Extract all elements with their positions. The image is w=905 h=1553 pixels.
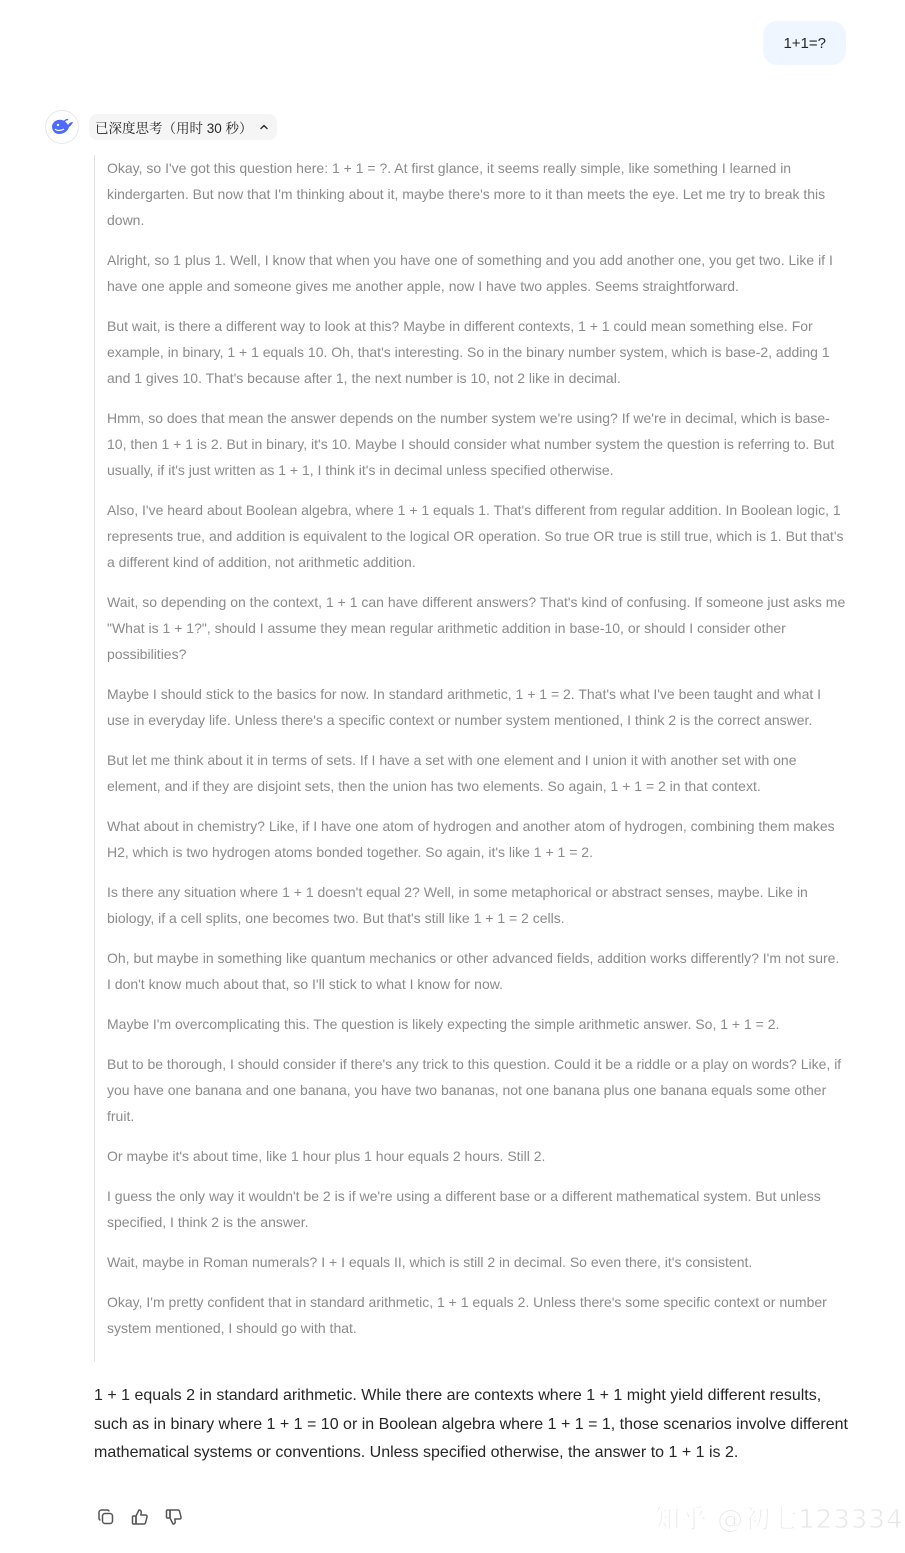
thinking-toggle-label: 已深度思考（用时 30 秒） xyxy=(95,121,253,136)
thinking-paragraph: Also, I've heard about Boolean algebra, where 1 + 1 equals 1. That's different from regular addition. In Boolean logic, 1 represents true, and addition is equivalent to the logical OR operation. So true OR true is still true, which is 1. But that's a different kind of addition, not arithmetic addition. xyxy=(107,502,844,570)
thinking-paragraph: Oh, but maybe in something like quantum mechanics or other advanced fields, addition works differently? I'm not sure. I don't know much about that, so I'll stick to what I know for now. xyxy=(107,950,840,992)
user-message-bubble xyxy=(763,21,846,65)
assistant-answer: 1 + 1 equals 2 in standard arithmetic. While there are contexts where 1 + 1 might yield different results, such as in binary where 1 + 1 = 10 or in Boolean algebra where 1 + 1 = 1, those scenarios involve different mathematical systems or conventions. Unless specified otherwise, the answer to 1 + 1 is 2. xyxy=(94,1387,848,1462)
thumbs-down-icon xyxy=(164,1507,184,1527)
copy-button[interactable] xyxy=(94,1505,118,1529)
thinking-paragraph: Hmm, so does that mean the answer depends on the number system we're using? If we're in decimal, which is base-10, then 1 + 1 is 2. But in binary, it's 10. Maybe I should consider what number system the question is referring to. But usually, if it's just written as 1 + 1, I think it's in decimal unless specified otherwise. xyxy=(107,410,835,478)
user-message-text: 1+1=? xyxy=(783,34,826,52)
assistant-avatar xyxy=(45,110,79,144)
thinking-paragraph: Okay, I'm pretty confident that in standard arithmetic, 1 + 1 equals 2. Unless there's some specific context or number system mentioned, I should go with that. xyxy=(107,1294,827,1336)
thinking-paragraph: Alright, so 1 plus 1. Well, I know that when you have one of something and you add another one, you get two. Like if I have one apple and someone gives me another apple, now I have two apples. Seems straightforward. xyxy=(107,252,833,294)
thinking-paragraph: Wait, maybe in Roman numerals? I + I equals II, which is still 2 in decimal. So even there, it's consistent. xyxy=(107,1254,753,1270)
thumbs-down-button[interactable] xyxy=(162,1505,186,1529)
copy-icon xyxy=(96,1507,116,1527)
thinking-paragraph: Maybe I'm overcomplicating this. The question is likely expecting the simple arithmetic answer. So, 1 + 1 = 2. xyxy=(107,1016,780,1032)
watermark: 知乎 @初七123334 xyxy=(654,1505,904,1535)
thinking-paragraph: Is there any situation where 1 + 1 doesn't equal 2? Well, in some metaphorical or abstract senses, maybe. Like in biology, if a cell splits, one becomes two. But that's still like 1 + 1 = 2 cells. xyxy=(107,884,808,926)
thinking-toggle-button[interactable] xyxy=(89,114,277,140)
deepseek-whale-icon xyxy=(50,117,74,137)
thumbs-up-icon xyxy=(130,1507,150,1527)
message-actions xyxy=(94,1505,186,1529)
thinking-paragraph: Or maybe it's about time, like 1 hour plus 1 hour equals 2 hours. Still 2. xyxy=(107,1148,546,1164)
thinking-paragraph: Maybe I should stick to the basics for now. In standard arithmetic, 1 + 1 = 2. That's what I've been taught and what I use in everyday life. Unless there's a specific context or number system mentioned, I think 2 is the correct answer. xyxy=(107,686,822,728)
thinking-paragraph: But let me think about it in terms of sets. If I have a set with one element and I union it with another set with one element, and if they are disjoint sets, then the union has two elements. So again, 1 + 1 = 2 in that context. xyxy=(107,752,797,794)
thinking-paragraph: But to be thorough, I should consider if there's any trick to this question. Could it be a riddle or a play on words? Like, if you have one banana and one banana, you have two bananas, not one banana plus one banana equals some other fruit. xyxy=(107,1056,842,1124)
thinking-paragraph: Wait, so depending on the context, 1 + 1 can have different answers? That's kind of confusing. If someone just asks me "What is 1 + 1?", should I assume they mean regular arithmetic addition in base-10, or should I consider other possibilities? xyxy=(107,594,846,662)
thinking-content xyxy=(94,155,846,1362)
thinking-paragraph: But wait, is there a different way to look at this? Maybe in different contexts, 1 + 1 could mean something else. For example, in binary, 1 + 1 equals 10. Oh, that's interesting. So in the binary number system, which is base-2, adding 1 and 1 gives 10. That's because after 1, the next number is 10, not 2 like in decimal. xyxy=(107,318,830,386)
thinking-paragraph: What about in chemistry? Like, if I have one atom of hydrogen and another atom of hydrogen, combining them makes H2, which is two hydrogen atoms bonded together. So again, it's like 1 + 1 = 2. xyxy=(107,818,835,860)
thumbs-up-button[interactable] xyxy=(128,1505,152,1529)
thinking-paragraph: I guess the only way it wouldn't be 2 is if we're using a different base or a different mathematical system. But unless specified, I think 2 is the answer. xyxy=(107,1188,821,1230)
chevron-up-icon xyxy=(259,122,269,132)
thinking-paragraph: Okay, so I've got this question here: 1 + 1 = ?. At first glance, it seems really simple, like something I learned in kindergarten. But now that I'm thinking about it, maybe there's more to it than meets the eye. Let me try to break this down. xyxy=(107,160,826,228)
